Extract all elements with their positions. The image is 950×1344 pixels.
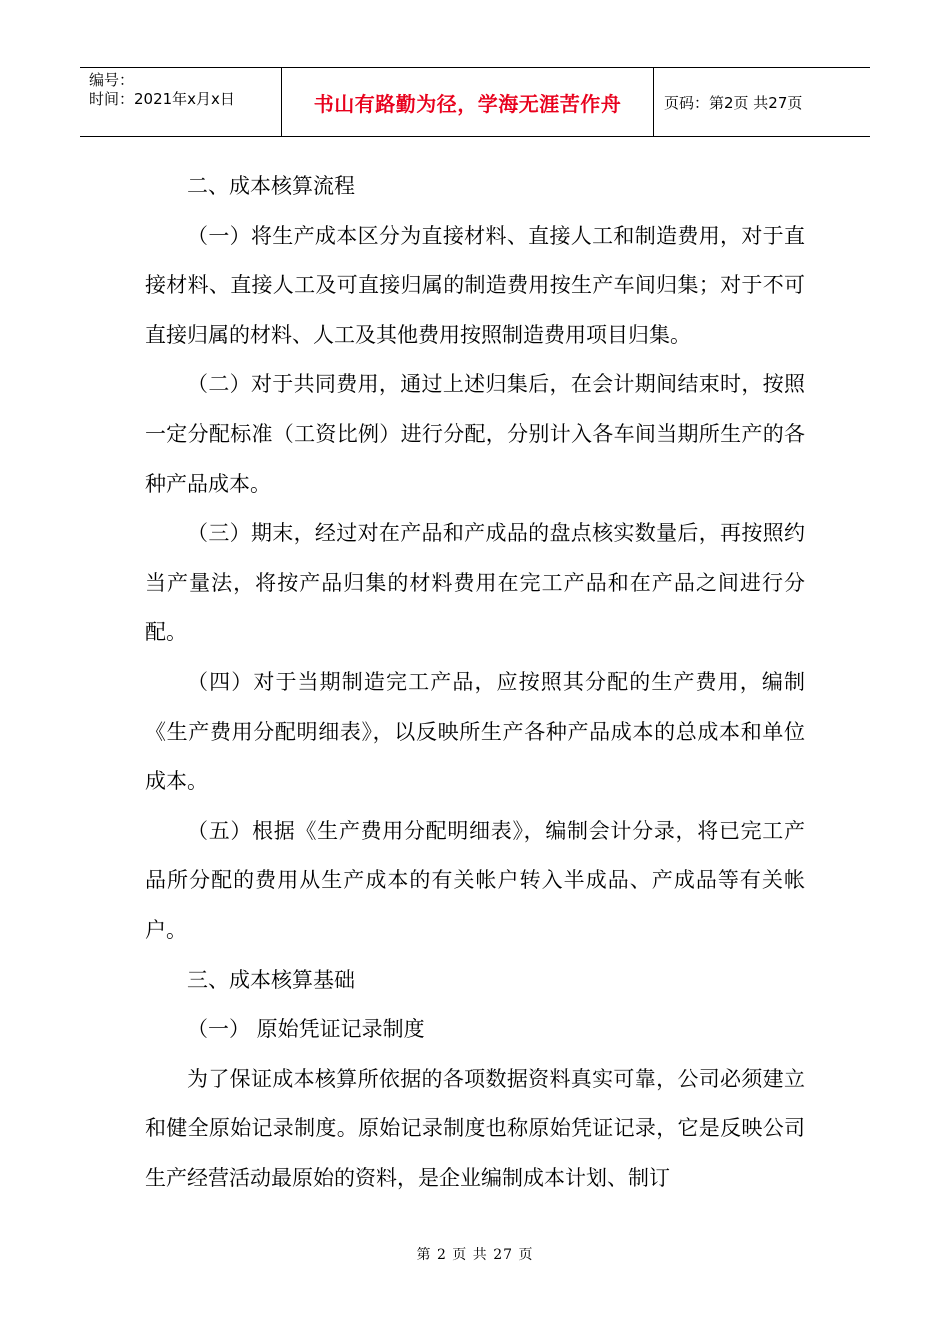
body-paragraph: 为了保证成本核算所依据的各项数据资料真实可靠，公司必须建立和健全原始记录制度。原始记录制度也称原始凭证记录，它是反映公司生产经营活动最原始的资料，是企业编制成本计划、制订 [145, 1066, 805, 1190]
document-header [80, 67, 870, 137]
document-body [145, 162, 805, 1203]
header-page-label: 页码：第2页 共27页 [664, 93, 803, 112]
section-heading: 三、成本核算基础 [187, 967, 355, 992]
document-date-label: 时间：2021年x月x日 [89, 90, 235, 108]
body-paragraph: （五）根据《生产费用分配明细表》，编制会计分录，将已完工产品所分配的费用从生产成本的有关帐户转入半成品、产成品等有关帐户。 [145, 818, 805, 942]
page-footer: 第 2 页 共 27 页 [416, 1247, 534, 1263]
header-motto: 书山有路勤为径，学海无涯苦作舟 [313, 91, 622, 116]
section-heading: 二、成本核算流程 [187, 174, 355, 198]
body-paragraph: （一）将生产成本区分为直接材料、直接人工和制造费用，对于直接材料、直接人工及可直接归属的制造费用按生产车间归集；对于不可直接归属的材料、人工及其他费用按照制造费用项目归集。 [145, 223, 805, 347]
body-paragraph: （二）对于共同费用，通过上述归集后，在会计期间结束时，按照一定分配标准（工资比例）进行分配，分别计入各车间当期所生产的各种产品成本。 [145, 372, 805, 496]
body-paragraph: （三）期末，经过对在产品和产成品的盘点核实数量后，再按照约当产量法，将按产品归集的材料费用在完工产品和在产品之间进行分配。 [145, 521, 805, 645]
header-left-cell [80, 68, 282, 136]
body-paragraph: （四）对于当期制造完工产品，应按照其分配的生产费用，编制《生产费用分配明细表》，以反映所生产各种产品成本的总成本和单位成本。 [145, 669, 805, 794]
header-middle-cell [282, 68, 654, 136]
subsection-heading: （一） 原始凭证记录制度 [187, 1017, 425, 1042]
document-number-label: 编号： [89, 71, 135, 89]
header-right-cell [654, 68, 870, 136]
